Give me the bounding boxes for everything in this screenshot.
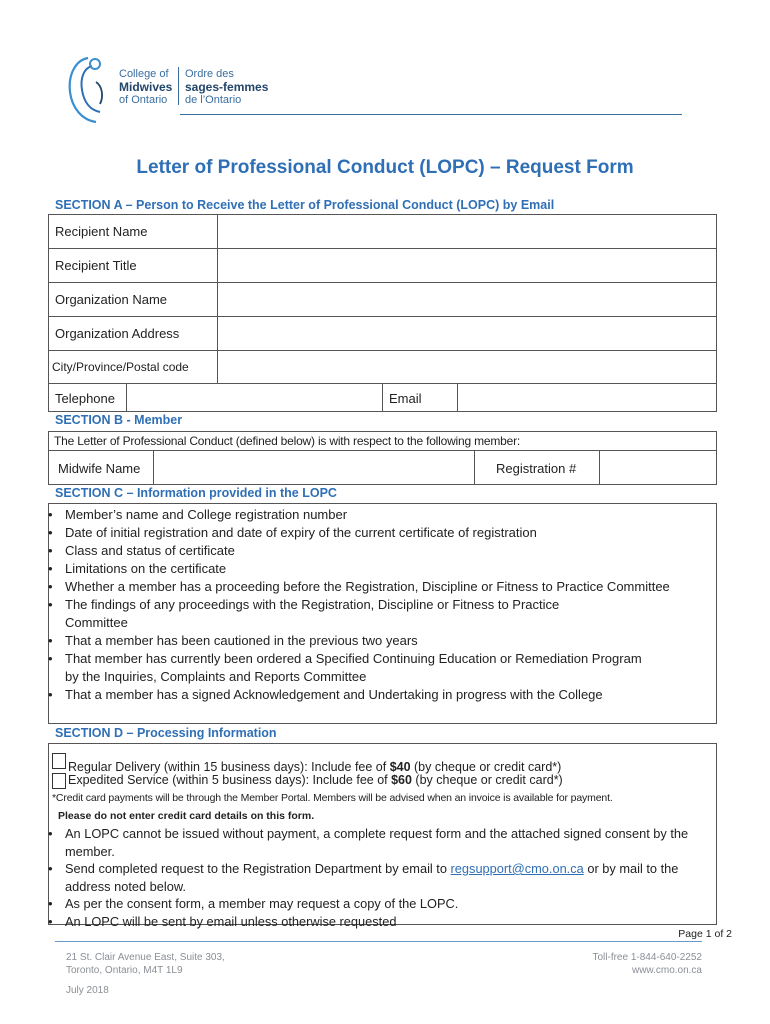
- list-item: • That member has currently been ordered a Specified Continuing Education or Remediation Program by the Inquiries, Complaints and Reports Committee: [46, 650, 696, 686]
- recipient-name-row: [49, 215, 716, 249]
- college-logo: [62, 52, 292, 127]
- telephone-email-row: [49, 384, 716, 412]
- email-label: Email: [383, 384, 458, 412]
- list-item: • That a member has a signed Acknowledgement and Undertaking in progress with the College: [46, 686, 696, 704]
- section-a-heading: SECTION A – Person to Receive the Letter of Professional Conduct (LOPC) by Email: [55, 198, 555, 212]
- organization-address-field[interactable]: [218, 317, 716, 350]
- list-item: • Whether a member has a proceeding before the Registration, Discipline or Fitness to Practice Committee: [46, 578, 696, 596]
- logo-french-text: [185, 68, 268, 107]
- organization-name-field[interactable]: [218, 283, 716, 316]
- email-field[interactable]: [458, 384, 716, 412]
- organization-address-label: Organization Address: [49, 317, 218, 350]
- address-line-2: Toronto, Ontario, M4T 1L9: [66, 965, 183, 976]
- section-b-table: [48, 431, 717, 485]
- logo-en-line2: Midwives: [119, 80, 173, 94]
- page-number: Page 1 of 2: [678, 928, 732, 940]
- page-title: Letter of Professional Conduct (LOPC) – Request Form: [136, 157, 634, 178]
- recipient-name-field[interactable]: [218, 215, 716, 248]
- list-item: • An LOPC cannot be issued without payment, a complete request form and the attached signed consent by the member.: [46, 825, 706, 860]
- list-item: • Limitations on the certificate: [46, 560, 696, 578]
- header-divider: [180, 114, 682, 115]
- regular-fee: $40: [389, 760, 411, 774]
- organization-address-row: [49, 317, 716, 351]
- recipient-title-row: [49, 249, 716, 283]
- list-item: [46, 860, 706, 895]
- section-c-heading: SECTION C – Information provided in the LOPC: [55, 486, 337, 500]
- list-item: • An LOPC will be sent by email unless otherwise requested: [46, 913, 706, 931]
- logo-fr-line2: sages-femmes: [185, 80, 269, 94]
- footer-contact: [592, 951, 702, 977]
- section-a-table: [48, 214, 717, 412]
- credit-card-warning: Please do not enter credit card details on this form.: [58, 810, 315, 822]
- list-item: • The findings of any proceedings with the Registration, Discipline or Fitness to Practice Committee: [46, 596, 696, 632]
- list-item: • As per the consent form, a member may request a copy of the LOPC.: [46, 895, 706, 913]
- expedited-service-text: [68, 773, 563, 787]
- list-item: • That a member has been cautioned in the previous two years: [46, 632, 696, 650]
- regular-delivery-text: [68, 760, 561, 774]
- logo-en-line3: of Ontario: [119, 94, 168, 106]
- telephone-field[interactable]: [127, 384, 383, 412]
- section-b-intro: The Letter of Professional Conduct (defined below) is with respect to the following member:: [54, 434, 521, 448]
- list-item: • Member’s name and College registration number: [46, 506, 696, 524]
- regular-delivery-label: Regular Delivery (within 15 business days): Include fee of: [68, 760, 390, 774]
- address-line-1: 21 St. Clair Avenue East, Suite 303,: [66, 952, 225, 963]
- logo-fr-line3: de l’Ontario: [185, 94, 242, 106]
- city-province-label: City/Province/Postal code: [49, 351, 218, 383]
- expedited-fee: $60: [391, 773, 412, 787]
- list-item: • Date of initial registration and date of expiry of the current certificate of registration: [46, 524, 696, 542]
- recipient-title-label: Recipient Title: [49, 249, 218, 282]
- expedited-service-payment: (by cheque or credit card*): [411, 773, 563, 787]
- lopc-info-list: [46, 506, 696, 704]
- toll-free-number: Toll-free 1-844-640-2252: [592, 952, 702, 963]
- regular-delivery-payment: (by cheque or credit card*): [410, 760, 562, 774]
- logo-divider: [178, 67, 179, 105]
- midwife-row: [49, 451, 716, 485]
- section-b-intro-row: [49, 432, 716, 451]
- city-province-row: [49, 351, 716, 384]
- organization-name-row: [49, 283, 716, 317]
- send-request-mail-text: or by mail to the address noted below.: [65, 861, 679, 894]
- midwife-name-label: Midwife Name: [49, 451, 154, 485]
- processing-list: [46, 825, 706, 930]
- recipient-name-label: Recipient Name: [49, 215, 218, 248]
- organization-name-label: Organization Name: [49, 283, 218, 316]
- footer-divider: [55, 941, 702, 942]
- list-item: • Class and status of certificate: [46, 542, 696, 560]
- midwife-logo-icon: [62, 52, 114, 124]
- logo-english-text: [119, 68, 172, 107]
- telephone-label: Telephone: [49, 384, 127, 412]
- credit-card-note: *Credit card payments will be through the Member Portal. Members will be advised when an invoice is available for payment.: [52, 792, 613, 804]
- section-b-heading: SECTION B - Member: [55, 413, 183, 427]
- recipient-title-field[interactable]: [218, 249, 716, 282]
- expedited-service-label: Expedited Service (within 5 business days): Include fee of: [68, 773, 392, 787]
- section-d-heading: SECTION D – Processing Information: [55, 726, 277, 740]
- website-url: www.cmo.on.ca: [631, 965, 702, 976]
- midwife-name-field[interactable]: [154, 451, 475, 485]
- footer-address: [66, 951, 225, 977]
- registration-field[interactable]: [600, 451, 716, 485]
- logo-fr-line1: Ordre des: [185, 68, 234, 80]
- logo-en-line1: College of: [119, 68, 169, 80]
- regsupport-email-link[interactable]: regsupport@cmo.on.ca: [450, 861, 584, 876]
- regular-delivery-checkbox[interactable]: [52, 753, 66, 769]
- city-province-field[interactable]: [218, 351, 716, 383]
- send-request-text: Send completed request to the Registration Department by email to: [65, 861, 451, 876]
- expedited-service-checkbox[interactable]: [52, 773, 66, 789]
- registration-label: Registration #: [475, 451, 600, 485]
- form-date: July 2018: [66, 985, 109, 996]
